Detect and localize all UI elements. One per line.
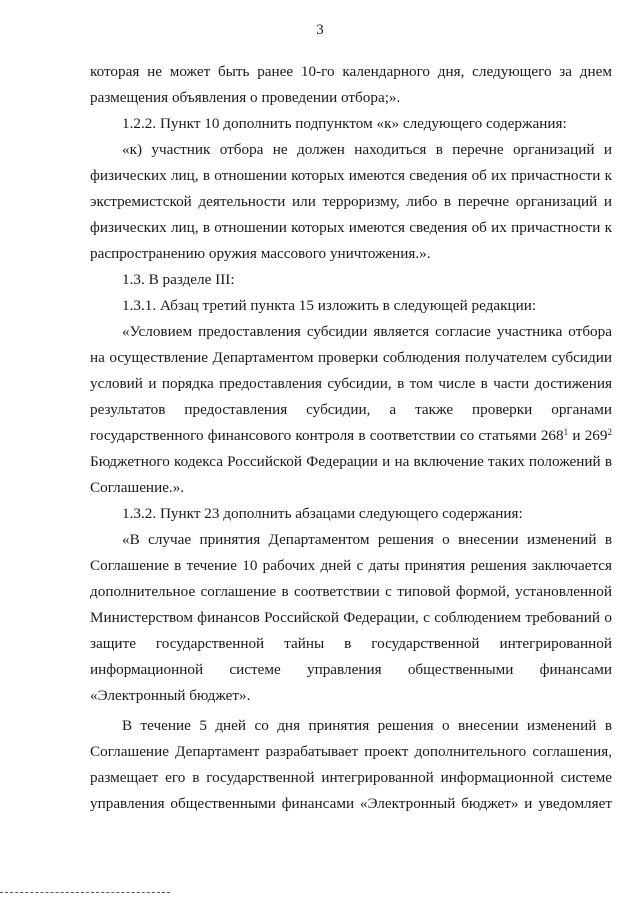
text-line: Соглашение Департамент разрабатывает проект дополнительного соглашения, (90, 743, 612, 760)
text-line: физических лиц, в отношении которых имеются сведения об их причастности к (90, 167, 612, 184)
text-line: В течение 5 дней со дня принятия решения о внесении изменений в (122, 717, 612, 734)
text-line: управления общественными финансами «Электронный бюджет» и уведомляет (90, 795, 612, 812)
text-line: которая не может быть ранее 10-го календарного дня, следующего за днем (90, 63, 612, 80)
text-line: условий и порядка предоставления субсидии, в том числе в части достижения (90, 375, 612, 392)
text-fragment: и 269 (568, 427, 608, 444)
document-body (90, 62, 612, 820)
text-line: физических лиц, в отношении которых имеются сведения об их причастности к (90, 219, 612, 236)
text-line: размещает его в государственной интегрированной информационной системе (90, 769, 612, 786)
superscript: 2 (607, 427, 612, 437)
text-line: на осуществление Департаментом проверки соблюдения получателем субсидии (90, 349, 612, 366)
page-number: 3 (316, 22, 324, 38)
text-line: 1.3. В разделе III: (122, 271, 235, 288)
text-line: защите государственной тайны в государственной интегрированной (90, 635, 612, 652)
footer-rule (0, 892, 170, 893)
text-line: результатов предоставления субсидии, а также проверки органами (90, 401, 612, 418)
text-line: экстремистской деятельности или терроризму, либо в перечне организаций и (90, 193, 612, 210)
text-line: «В случае принятия Департаментом решения о внесении изменений в (122, 531, 612, 548)
text-line: Бюджетного кодекса Российской Федерации и на включение таких положений в (90, 453, 612, 470)
text-line-with-superscripts (90, 426, 612, 452)
superscript: 1 (563, 427, 569, 437)
text-line: 1.3.1. Абзац третий пункта 15 изложить в следующей редакции: (122, 297, 537, 314)
text-line: Соглашение в течение 10 рабочих дней с даты принятия решения заключается (90, 557, 612, 574)
text-fragment: государственного финансового контроля в соответствии со статьями 268 (90, 427, 564, 444)
text-line: Соглашение.». (90, 479, 185, 496)
text-line: Министерством финансов Российской Федерации, с соблюдением требований о (90, 609, 612, 626)
text-line: дополнительное соглашение в соответствии с типовой формой, установленной (90, 583, 612, 600)
text-line: 1.2.2. Пункт 10 дополнить подпунктом «к» следующего содержания: (122, 115, 567, 132)
text-line: «к) участник отбора не должен находиться в перечне организаций и (122, 141, 612, 158)
text-line: 1.3.2. Пункт 23 дополнить абзацами следующего содержания: (122, 505, 523, 522)
text-line: размещения объявления о проведении отбора;». (90, 89, 401, 106)
text-line: «Электронный бюджет». (90, 687, 251, 704)
text-line: информационной системе управления общественными финансами (90, 661, 612, 678)
text-line: «Условием предоставления субсидии является согласие участника отбора (122, 323, 612, 340)
text-line: распространению оружия массового уничтожения.». (90, 245, 431, 262)
